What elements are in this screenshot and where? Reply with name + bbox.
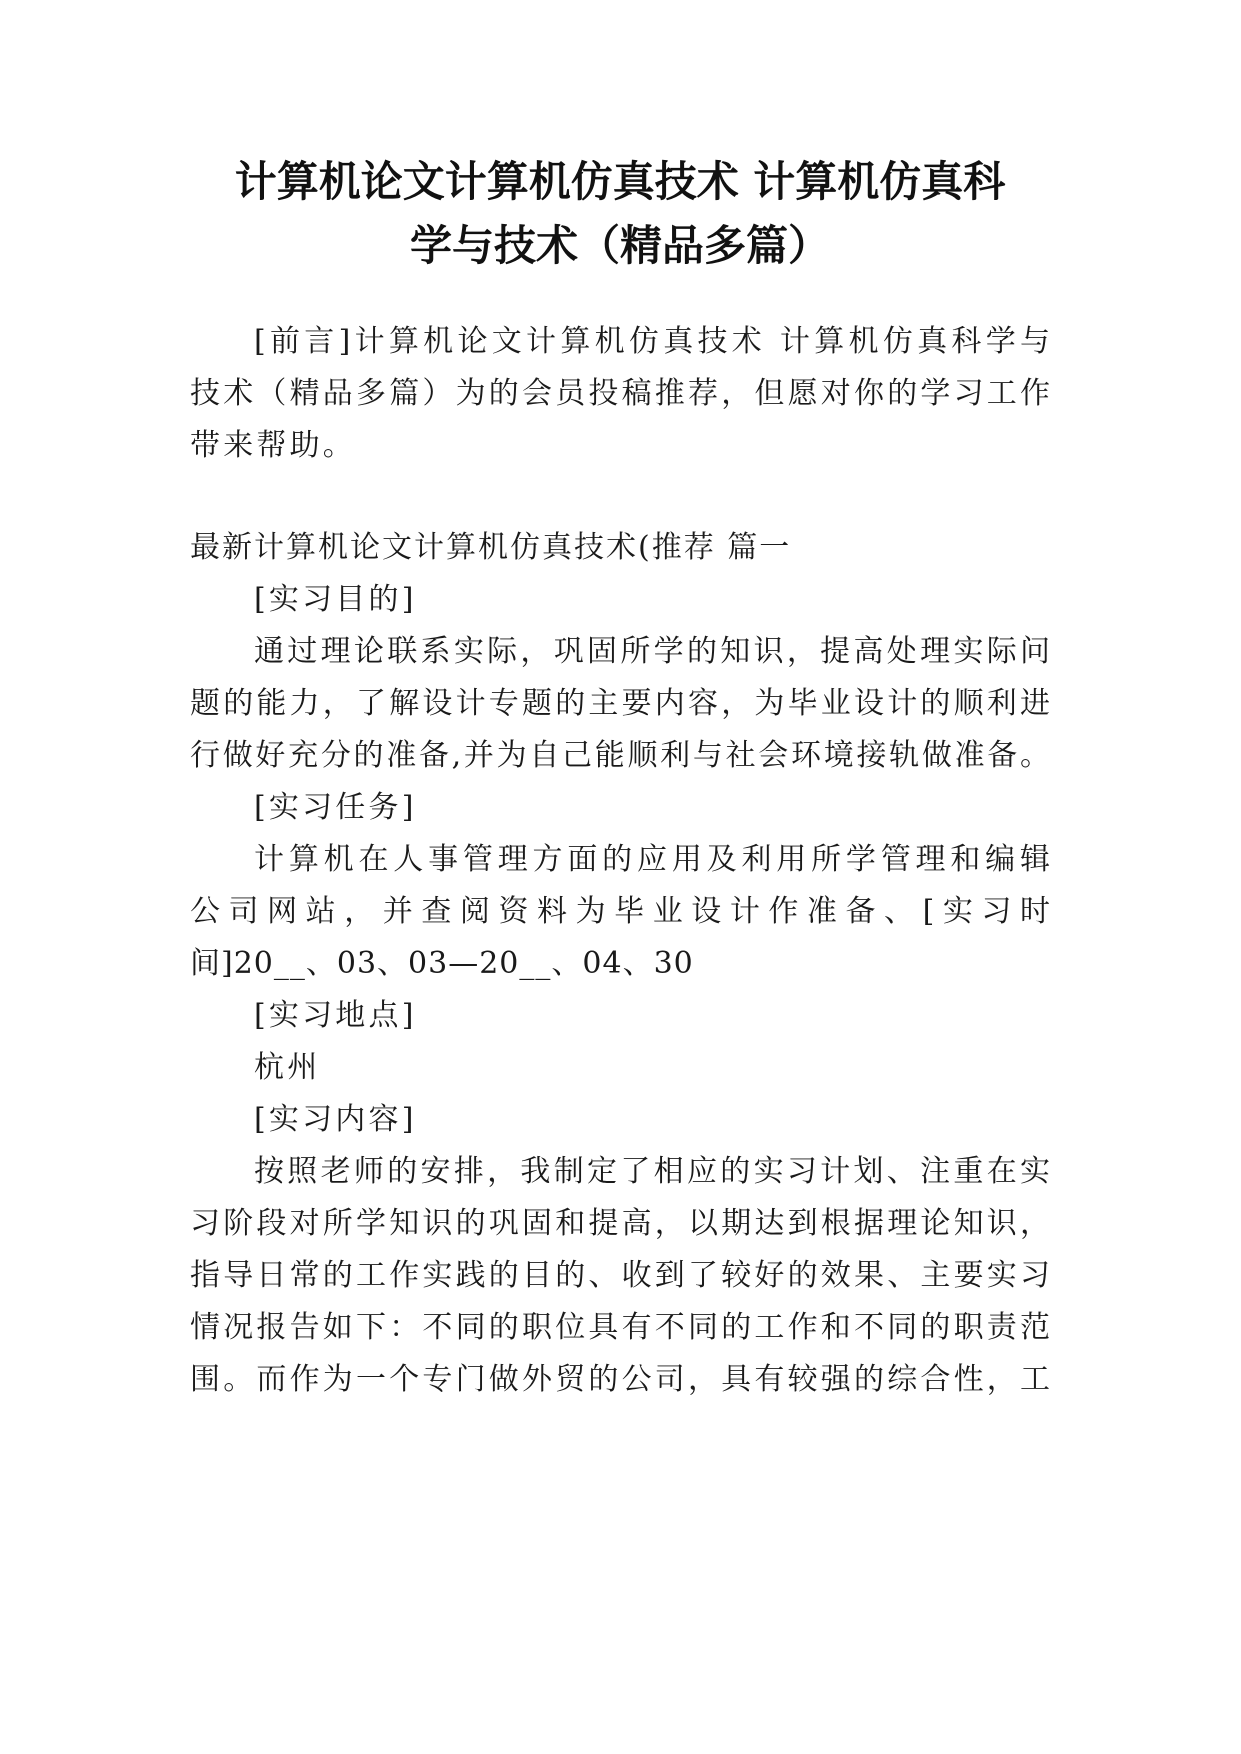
task-line-2: 公司网站，并查阅资料为毕业设计作准备、[实习时: [190, 894, 1050, 929]
preface-line-2: 技术（精品多篇）为的会员投稿推荐，但愿对你的学习工作: [190, 376, 1050, 411]
goal-line-2: 题的能力，了解设计专题的主要内容，为毕业设计的顺利进: [190, 686, 1050, 721]
task-line-3: 间]20__、03、03—20__、04、30: [190, 946, 694, 981]
preface-line-1: [前言]计算机论文计算机仿真技术 计算机仿真科学与: [254, 324, 1050, 359]
title-line-2: 学与技术（精品多篇）: [409, 221, 830, 270]
content-line-1: 按照老师的安排，我制定了相应的实习计划、注重在实: [254, 1154, 1050, 1189]
section-heading: 最新计算机论文计算机仿真技术(推荐 篇一: [190, 530, 792, 565]
content-line-3: 指导日常的工作实践的目的、收到了较好的效果、主要实习: [190, 1258, 1050, 1293]
title-line-1: 计算机论文计算机仿真技术 计算机仿真科: [234, 157, 1006, 206]
document-title: [180, 150, 1060, 278]
place-label: [实习地点]: [254, 998, 417, 1033]
place-value: 杭州: [254, 1050, 321, 1085]
preface-line-3: 带来帮助。: [190, 428, 356, 463]
task-line-1: 计算机在人事管理方面的应用及利用所学管理和编辑: [254, 842, 1050, 877]
task-label: [实习任务]: [254, 790, 417, 825]
content-line-4: 情况报告如下：不同的职位具有不同的工作和不同的职责范: [190, 1310, 1050, 1345]
content-line-5: 围。而作为一个专门做外贸的公司，具有较强的综合性，工: [190, 1362, 1050, 1397]
goal-label: [实习目的]: [254, 582, 417, 617]
content-line-2: 习阶段对所学知识的巩固和提高，以期达到根据理论知识，: [190, 1206, 1050, 1241]
goal-line-1: 通过理论联系实际，巩固所学的知识，提高处理实际问: [254, 634, 1050, 669]
content-label: [实习内容]: [254, 1102, 417, 1137]
goal-line-3: 行做好充分的准备,并为自己能顺利与社会环境接轨做准备。: [190, 738, 1050, 773]
